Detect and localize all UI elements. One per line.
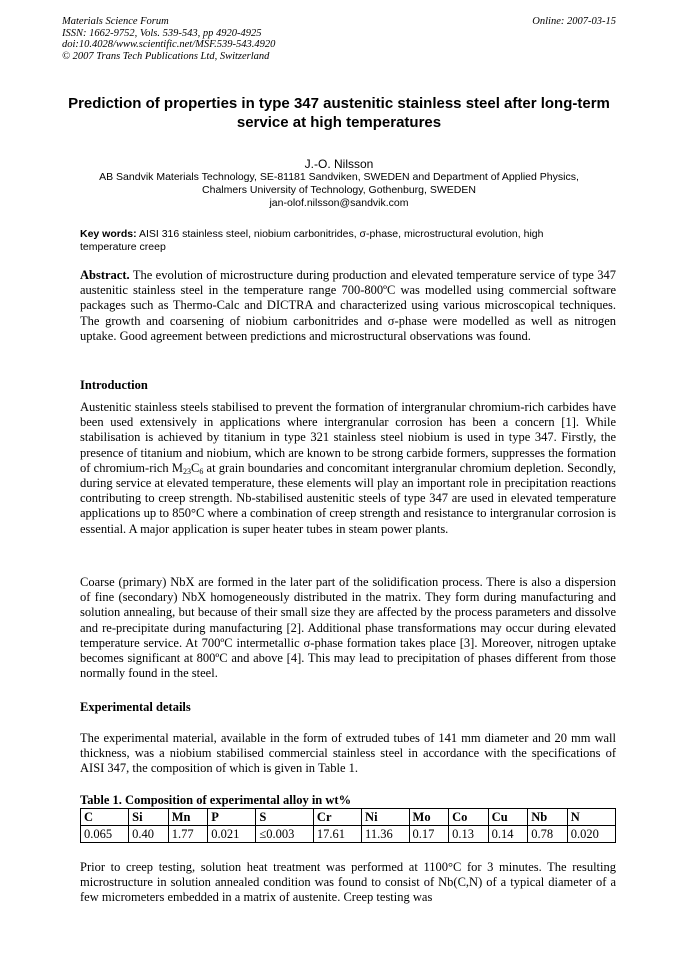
composition-table	[80, 808, 616, 843]
journal-header	[62, 16, 275, 62]
affiliation	[62, 171, 616, 210]
doi-line: doi:10.4028/www.scientific.net/MSF.539-543.4920	[62, 39, 276, 50]
affiliation-line-2: Chalmers University of Technology, Gothenburg, SWEDEN	[202, 184, 476, 196]
table-header-cell: N	[567, 809, 615, 826]
keywords-text: AISI 316 stainless steel, niobium carbonitrides, σ-phase, microstructural evolution, high temperature creep	[80, 228, 544, 253]
table-header-cell: Si	[129, 809, 169, 826]
intro-paragraph-2: Coarse (primary) NbX are formed in the later part of the solidification process. There is also a dispersion of fine (secondary) NbX homogeneously distributed in the matrix. They form during manufacturing and solution annealing, but because of their small size they are affected by the process parameters and dissolve and re-precipitate during manufacturing [2]. Additional phase transformations may occur during elevated temperature service. At 700ºC intermetallic σ-phase formation takes place [3]. Moreover, nitrogen uptake becomes significant at 800ºC and above [4]. This may lead to precipitation of phases different from those normally found in the steel.	[80, 575, 616, 681]
table-header-cell: C	[81, 809, 129, 826]
table-cell: 0.40	[129, 826, 169, 843]
affiliation-line-1: AB Sandvik Materials Technology, SE-81181 Sandviken, SWEDEN and Department of Applied Physics,	[99, 171, 579, 183]
author-email[interactable]: jan-olof.nilsson@sandvik.com	[269, 197, 409, 209]
author-name: J.-O. Nilsson	[304, 157, 374, 171]
table-cell: 0.78	[528, 826, 568, 843]
table-cell: 0.021	[208, 826, 256, 843]
table-header-cell: Ni	[362, 809, 410, 826]
abstract-text: The evolution of microstructure during production and elevated temperature service of type 347 austenitic stainless steel in the temperature range 700-800ºC was modelled using commercial software packages such as Thermo-Calc and DICTRA and characterized using various microscopical techniques. The growth and coarsening of niobium carbonitrides and σ-phase were modelled as well as nitrogen uptake. Good agreement between predictions and microstructural observations was found.	[80, 268, 616, 343]
table-header-cell: P	[208, 809, 256, 826]
table-header-cell: S	[256, 809, 314, 826]
table-cell: 0.065	[81, 826, 129, 843]
abstract-label: Abstract.	[80, 268, 130, 282]
table-cell: 0.020	[567, 826, 615, 843]
introduction-heading: Introduction	[80, 378, 148, 392]
table-header-cell: Co	[449, 809, 489, 826]
copyright-line: © 2007 Trans Tech Publications Ltd, Switzerland	[62, 50, 270, 62]
table-cell: 0.14	[488, 826, 528, 843]
journal-name: Materials Science Forum	[62, 16, 169, 27]
keywords-label: Key words:	[80, 228, 137, 240]
table-header-cell: Mn	[168, 809, 208, 826]
paper-title: Prediction of properties in type 347 austenitic stainless steel after long-term service at high temperatures	[68, 95, 610, 131]
keywords	[80, 228, 600, 254]
experimental-paragraph-1: The experimental material, available in the form of extruded tubes of 141 mm diameter and 20 mm wall thickness, was a niobium stabilised commercial stainless steel in accordance with the specifications of AISI 347, the composition of which is given in Table 1.	[80, 731, 616, 776]
table-cell: 0.17	[409, 826, 449, 843]
intro-paragraph-1: Austenitic stainless steels stabilised to prevent the formation of intergranular chromium-rich carbides have been used extensively in applications where intergranular corrosion has been a concern [1]. While stabilisation is achieved by titanium in type 321 stainless steel niobium is used in type 347. Firstly, the presence of titanium and niobium, which are known to be strong carbide formers, suppresses the formation of chromium-rich $M_{23}C_6$ at grain boundaries and concomitant intergranular chromium depletion. Secondly, during service at elevated temperature, these elements will play an important role in precipitation reactions contributing to creep strength. Nb-stabilised austenitic steels of type 347 are used in elevated temperature applications up to 850°C where a combination of creep strength and resistance to intergranular corrosion is essential. A major application is super heater tubes in steam power plants.	[80, 400, 616, 536]
table-header-cell: Mo	[409, 809, 449, 826]
table-header-cell: Cr	[313, 809, 361, 826]
online-date: Online: 2007-03-15	[532, 16, 616, 27]
table-header-row	[81, 809, 616, 826]
table-cell: 11.36	[362, 826, 410, 843]
abstract	[80, 268, 616, 344]
table-cell: ≤0.003	[256, 826, 314, 843]
issn-line: ISSN: 1662-9752, Vols. 539-543, pp 4920-4925	[62, 27, 262, 39]
table-cell: 17.61	[313, 826, 361, 843]
table-cell: 1.77	[168, 826, 208, 843]
experimental-heading: Experimental details	[80, 700, 191, 714]
table-row	[81, 826, 616, 843]
table-cell: 0.13	[449, 826, 489, 843]
experimental-paragraph-2: Prior to creep testing, solution heat treatment was performed at 1100°C for 3 minutes. The resulting microstructure in solution annealed condition was found to consist of Nb(C,N) of a typical diameter of a few micrometers embedded in a matrix of austenite. Creep testing was	[80, 860, 616, 905]
table-header-cell: Nb	[528, 809, 568, 826]
table-caption: Table 1. Composition of experimental alloy in wt%	[80, 793, 352, 807]
table-header-cell: Cu	[488, 809, 528, 826]
